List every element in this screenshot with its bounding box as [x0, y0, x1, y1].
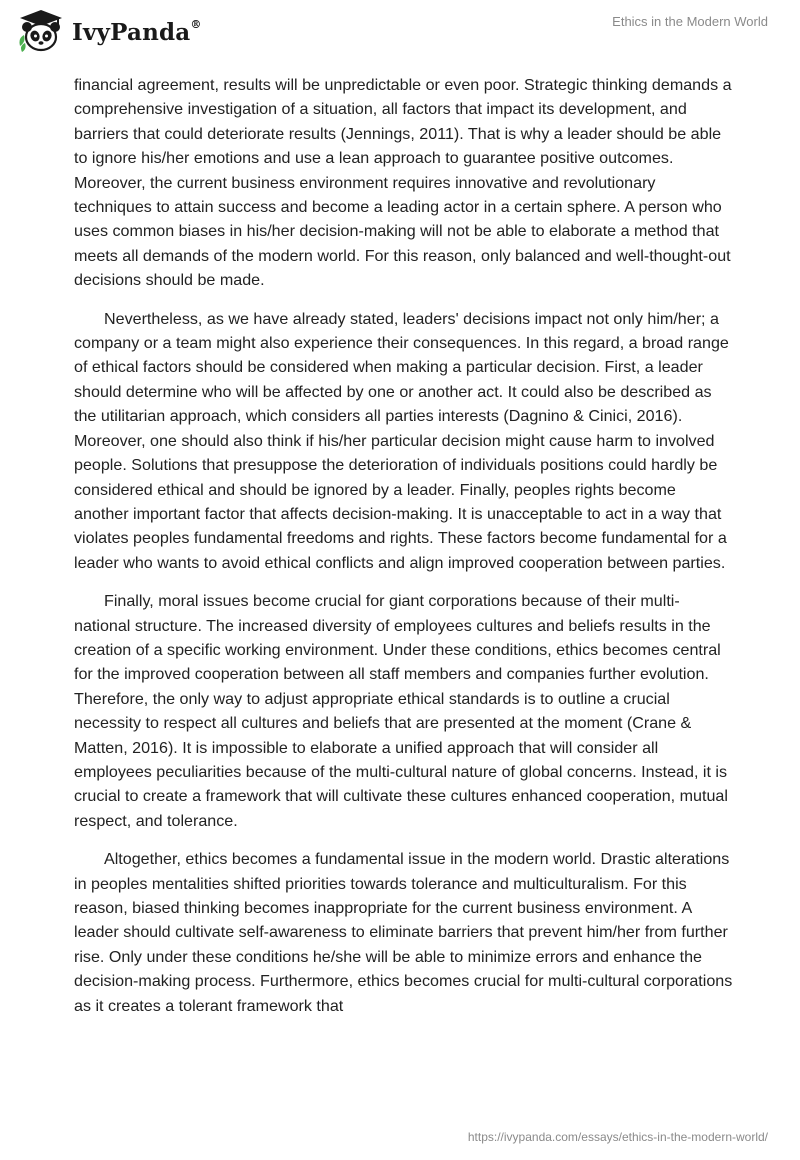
registered-mark: ® [190, 17, 202, 31]
paragraph: Altogether, ethics becomes a fundamental issue in the modern world. Drastic alterations in peoples mentalities shifted priorities towards tolerance and multiculturalism. For this reason, biased thinking becomes inappropriate for the current business environment. A leader should cultivate self-awareness to eliminate barriers that prevent him/her from further rise. Only under these conditions he/she will be able to minimize errors and enhance the decision-making process. Furthermore, ethics becomes crucial for multi-cultural corporations as it creates a tolerant framework that [74, 850, 733, 1015]
paragraph: Finally, moral issues become crucial for giant corporations because of their multi-national structure. The increased diversity of employees cultures and beliefs results in the creation of a specific working environment. Under these conditions, ethics becomes central for the improved cooperation between all staff members and companies further evolution. Therefore, the only way to adjust appropriate ethical standards is to outline a crucial necessity to respect all cultures and beliefs that are presented at the moment (Crane & Matten, 2016). It is impossible to elaborate a unified approach that will consider all employees peculiarities because of the multi-cultural nature of global concerns. Instead, it is crucial to create a framework that will cultivate these cultures enhanced cooperation, mutual respect, and tolerance. [74, 592, 728, 830]
ivypanda-logo[interactable] [16, 8, 202, 56]
paragraph: financial agreement, results will be unpredictable or even poor. Strategic thinking demands a comprehensive investigation of a situation, all factors that impact its development, and barriers that could deteriorate results (Jennings, 2011). That is why a leader should be able to ignore his/her emotions and use a lean approach to guarantee positive outcomes. Moreover, the current business environment requires innovative and revolutionary techniques to attain success and become a leading actor in a certain sphere. A person who uses common biases in his/her decision-making will not be able to elaborate a method that meets all demands of the modern world. For this reason, only balanced and well-thought-out decisions should be made. [74, 76, 732, 290]
panda-graduate-logo-icon [16, 8, 66, 56]
source-url[interactable]: https://ivypanda.com/essays/ethics-in-the-modern-world/ [467, 1130, 768, 1144]
document-title: Ethics in the Modern World [612, 14, 768, 29]
essay-body [74, 73, 734, 1032]
page-header [0, 0, 800, 70]
paragraph: Nevertheless, as we have already stated, leaders' decisions impact not only him/her; a company or a team might also experience their consequences. In this regard, a broad range of ethical factors should be considered when making a particular decision. First, a leader should determine who will be affected by one or another act. It could also be described as the utilitarian approach, which considers all parties interests (Dagnino & Cinici, 2016). Moreover, one should also think if his/her particular decision might cause harm to involved people. Solutions that presuppose the deterioration of individuals positions could hardly be considered ethical and should be ignored by a leader. Finally, peoples rights become another important factor that affects decision-making. It is unacceptable to act in a way that violates peoples fundamental freedoms and rights. These factors become fundamental for a leader who wants to avoid ethical conflicts and align improved cooperation between parties. [74, 309, 729, 572]
brand-name: IvyPanda® [72, 17, 202, 46]
